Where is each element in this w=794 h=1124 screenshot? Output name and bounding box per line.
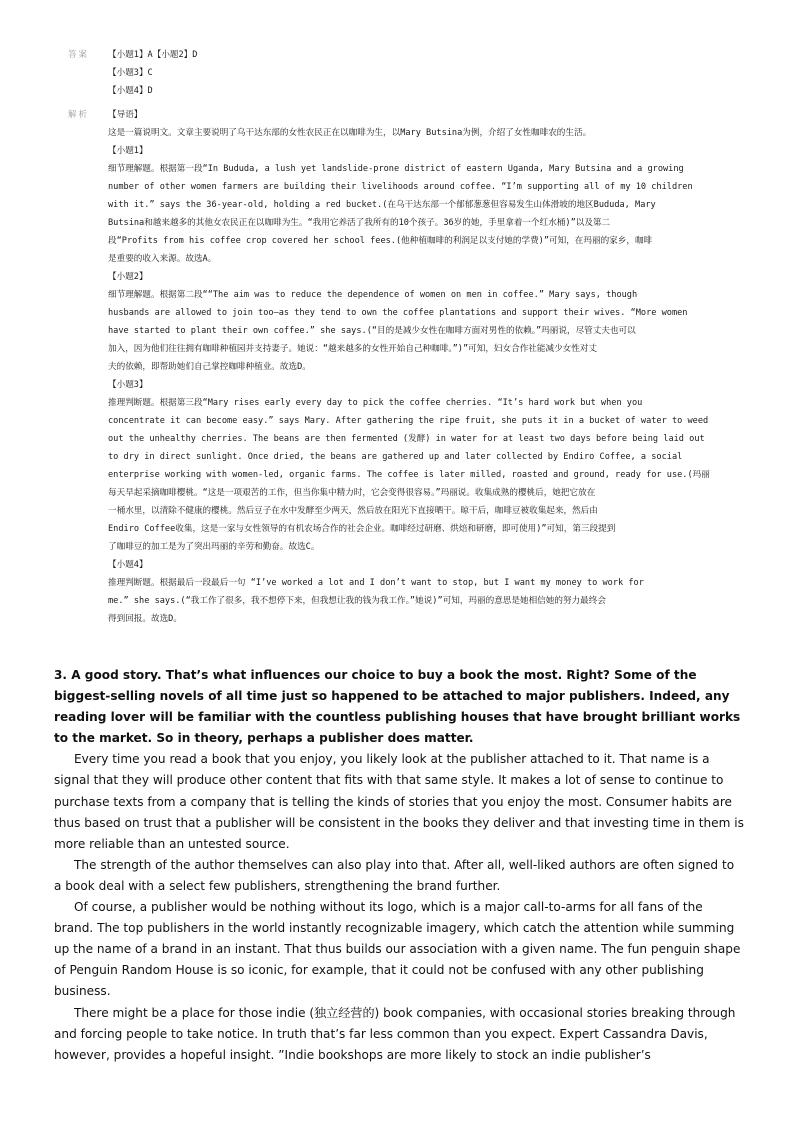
answer-lines (108, 46, 728, 100)
reading-passage (54, 665, 744, 1066)
analysis-line: 夫的依赖，即帮助她们自己掌控咖啡种植业。故选D。 (108, 362, 311, 372)
analysis-line: Endiro Coffee收集，这是一家与女性领导的有机农场合作的社会企业。咖啡经过研磨、烘焙和研磨，即可使用)”可知，第三段提到 (108, 524, 616, 534)
analysis-line: 段“Profits from his coffee crop covered her school fees.(他种植咖啡的利润足以支付她的学费)”可知，在玛丽的家乡，咖啡 (108, 236, 653, 246)
analysis-line: 加入，因为他们往往拥有咖啡种植园并支持妻子。她说：“越来越多的女性开始自己种咖啡。”)”可知，妇女合作社能减少女性对丈 (108, 344, 598, 354)
analysis-line: Butsina和越来越多的其他女农民正在以咖啡为生。“我用它养活了我所有的10个孩子。36岁的她，手里拿着一个红水桶)”以及第二 (108, 218, 611, 228)
answer-line: 【小题1】A【小题2】D (108, 50, 198, 60)
analysis-lines (108, 106, 728, 628)
analysis-line: have started to plant their own coffee.” she says.(“目的是减少女性在咖啡方面对男性的依赖。”玛丽说，尽管丈夫也可以 (108, 326, 636, 336)
answer-label: 答案 (68, 50, 90, 60)
analysis-line: 【小题4】 (108, 560, 148, 570)
analysis-line: 了咖啡豆的加工是为了突出玛丽的辛劳和勤奋。故选C。 (108, 542, 320, 552)
answer-line: 【小题4】D (108, 86, 153, 96)
analysis-line: to dry in direct sunlight. Once dried, the beans are gathered up and later collected by Endiro Coffee, a social (108, 452, 683, 462)
passage-paragraph: Every time you read a book that you enjoy, you likely look at the publisher attached to it. That name is a signal that they will produce other content that fits with that same style. It makes a lot of sense to continue to purchase texts from a company that is telling the kinds of stories that you enjoy the most. Consumer habits are thus based on trust that a publisher will be consistent in the books they deliver and that investing time in them is more reliable than an untested source. (54, 752, 744, 851)
analysis-line: 【小题1】 (108, 146, 148, 156)
analysis-line: 推理判断题。根据最后一段最后一句 “I’ve worked a lot and I don’t want to stop, but I want my money to work for (108, 578, 644, 588)
analysis-line: husbands are allowed to join too—as they tend to own the coffee plantations and support their wives. “More women (108, 308, 688, 318)
passage-paragraph: The strength of the author themselves can also play into that. After all, well-liked authors are often signed to a book deal with a select few publishers, strengthening the brand further. (54, 857, 735, 893)
analysis-line: number of other women farmers are building their livelihoods around coffee. “I’m supporting all of my 10 children (108, 182, 693, 192)
answer-section (68, 46, 728, 100)
analysis-line: me.” she says.(“我工作了很多，我不想停下来，但我想让我的钱为我工作。”她说)”可知，玛丽的意思是她相信她的努力最终会 (108, 596, 606, 606)
analysis-line: 细节理解题。根据第二段““The aim was to reduce the dependence of women on men in coffee.” Mary says, though (108, 290, 638, 300)
analysis-line: 这是一篇说明文。文章主要说明了乌干达东部的女性农民正在以咖啡为生，以Mary Butsina为例，介绍了女性咖啡农的生活。 (108, 128, 592, 138)
answer-line: 【小题3】C (108, 68, 153, 78)
analysis-line: concentrate it can become easy.” says Mary. After gathering the ripe fruit, she puts it in a bucket of water to weed (108, 416, 709, 426)
analysis-line: 得到回报。故选D。 (108, 614, 182, 624)
analysis-line: 每天早起采摘咖啡樱桃。“这是一项艰苦的工作，但当你集中精力时，它会变得很容易。”玛丽说。收集成熟的樱桃后，她把它放在 (108, 488, 596, 498)
analysis-line: 是重要的收入来源。故选A。 (108, 254, 217, 264)
analysis-line: 【导语】 (108, 110, 143, 120)
analysis-line: 细节理解题。根据第一段“In Bududa, a lush yet landslide-prone district of eastern Uganda, Mary Butsina and a growing (108, 164, 684, 174)
analysis-section (68, 106, 728, 628)
passage-paragraph: Of course, a publisher would be nothing without its logo, which is a major call-to-arms for all fans of the brand. The top publishers in the world instantly recognizable imagery, which catch the attention while summing up the name of a brand in an instant. That thus builds our association with a given name. The fun penguin shape of Penguin Random House is so iconic, for example, that it could not be confused with any other publishing business. (54, 900, 741, 999)
analysis-line: enterprise working with women-led, organic farms. The coffee is later milled, roasted and ground, ready for use.(玛丽 (108, 470, 710, 480)
analysis-line: with it.” says the 36-year-old, holding a red bucket.(在乌干达东部一个郁郁葱葱但容易发生山体滑坡的地区Bududa, Mary (108, 200, 656, 210)
passage-lead-paragraph: 3. A good story. That’s what influences our choice to buy a book the most. Right? Some of the biggest-selling novels of all time just so happened to be attached to major publishers. Indeed, any reading lover will be familiar with the countless publishing houses that have brought brilliant works to the market. So in theory, perhaps a publisher does matter. (54, 668, 741, 746)
answer-explanation-block (68, 46, 728, 628)
analysis-label: 解析 (68, 110, 90, 120)
analysis-line: out the unhealthy cherries. The beans are then fermented (发酵) in water for at least two days before being laid out (108, 434, 705, 444)
analysis-line: 【小题3】 (108, 380, 148, 390)
analysis-line: 一桶水里，以清除不健康的樱桃。然后豆子在水中发酵至少两天，然后放在阳光下直接晒干。晾干后，咖啡豆被收集起来，然后由 (108, 506, 598, 516)
analysis-line: 推理判断题。根据第三段“Mary rises early every day to pick the coffee cherries. “It’s hard work but when you (108, 398, 643, 408)
passage-paragraph: There might be a place for those indie (独立经营的) book companies, with occasional stories breaking through and forcing people to take notice. In truth that’s far less common than you expect. Expert Cassandra Davis, however, provides a hopeful insight. ”Indie bookshops are more likely to stock an indie publisher’s (54, 1005, 736, 1062)
analysis-line: 【小题2】 (108, 272, 148, 282)
